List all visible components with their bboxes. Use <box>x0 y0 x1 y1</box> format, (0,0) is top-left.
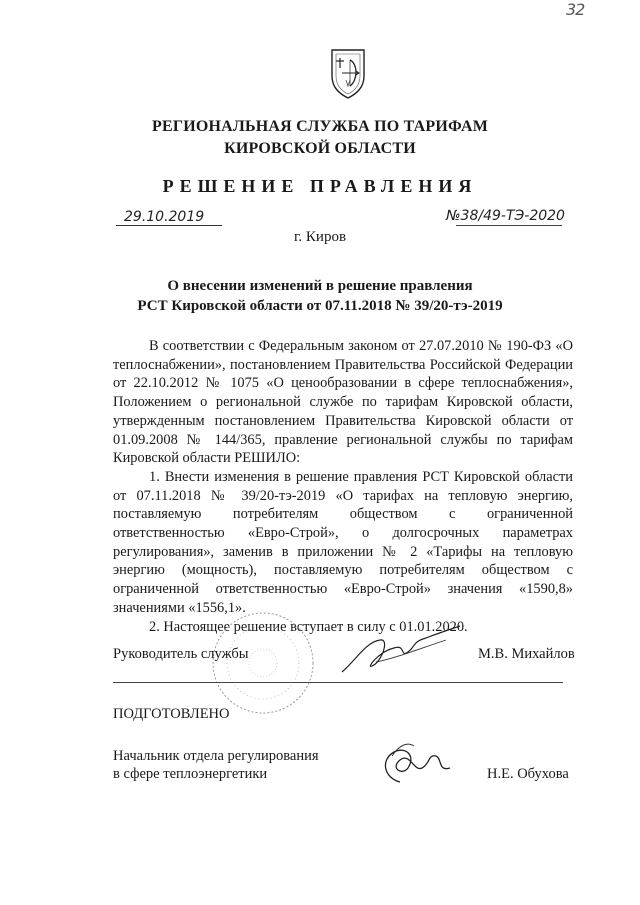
city-name: г. Киров <box>293 229 347 245</box>
official-stamp-seal <box>208 608 318 718</box>
head-name: М.В. Михайлов <box>478 646 575 662</box>
document-type-title: РЕШЕНИЕ ПРАВЛЕНИЯ <box>162 176 478 196</box>
item-1-paragraph: 1. Внести изменения в решение правления РСТ Кировской области от 07.11.2018 № 39/20-тэ-2019 «О тарифах на тепловую энергию, поставляемую потребителям обществом с ограниченной ответственностью «Евро-Строй», о долгосрочных параметрах регулирования», заменив в приложении № 2 «Тарифы на тепловую энергию (мощность), поставляемую потребителям обществом с ограниченной ответственностью «Евро-Строй» значения «1590,8» значениями «1556,1». <box>113 468 573 616</box>
decision-number: №38/49-ТЭ-2020 <box>446 208 565 224</box>
head-title: Руководитель службы <box>113 646 249 662</box>
date-underline <box>116 225 222 226</box>
subject-line2: РСТ Кировской области от 07.11.2018 № 39/20-тэ-2019 <box>137 298 503 314</box>
separator-line <box>113 682 563 683</box>
org-name-line1: РЕГИОНАЛЬНАЯ СЛУЖБА ПО ТАРИФАМ <box>151 118 489 135</box>
preparer-name: Н.Е. Обухова <box>487 766 569 782</box>
item-2-paragraph: 2. Настоящее решение вступает в силу с 01.01.2020. <box>149 618 468 635</box>
preparer-signature <box>370 738 460 788</box>
decision-date: 29.10.2019 <box>124 209 205 225</box>
preamble-paragraph: В соответствии с Федеральным законом от 27.07.2010 № 190-ФЗ «О теплоснабжении», постановлением Правительства Российской Федерации от 22.10.2012 № 1075 «О ценообразовании в сфере теплоснабжения», Положением о региональной службе по тарифам Кировской области, утвержденным постановлением Правительства Кировской области от 01.09.2008 № 144/365, правление региональной службы по тарифам Кировской области РЕШИЛО: <box>113 338 573 467</box>
page-number: 32 <box>566 0 585 19</box>
preparer-title-line1: Начальник отдела регулирования <box>113 748 319 764</box>
org-name-line2: КИРОВСКОЙ ОБЛАСТИ <box>224 140 416 157</box>
body-text <box>113 337 573 636</box>
coat-of-arms-emblem <box>328 46 368 100</box>
head-signature <box>336 622 466 680</box>
number-underline <box>456 225 562 226</box>
preparer-title-line2: в сфере теплоэнергетики <box>113 766 268 782</box>
subject-line1: О внесении изменений в решение правления <box>167 278 473 294</box>
prepared-label: ПОДГОТОВЛЕНО <box>113 706 230 722</box>
